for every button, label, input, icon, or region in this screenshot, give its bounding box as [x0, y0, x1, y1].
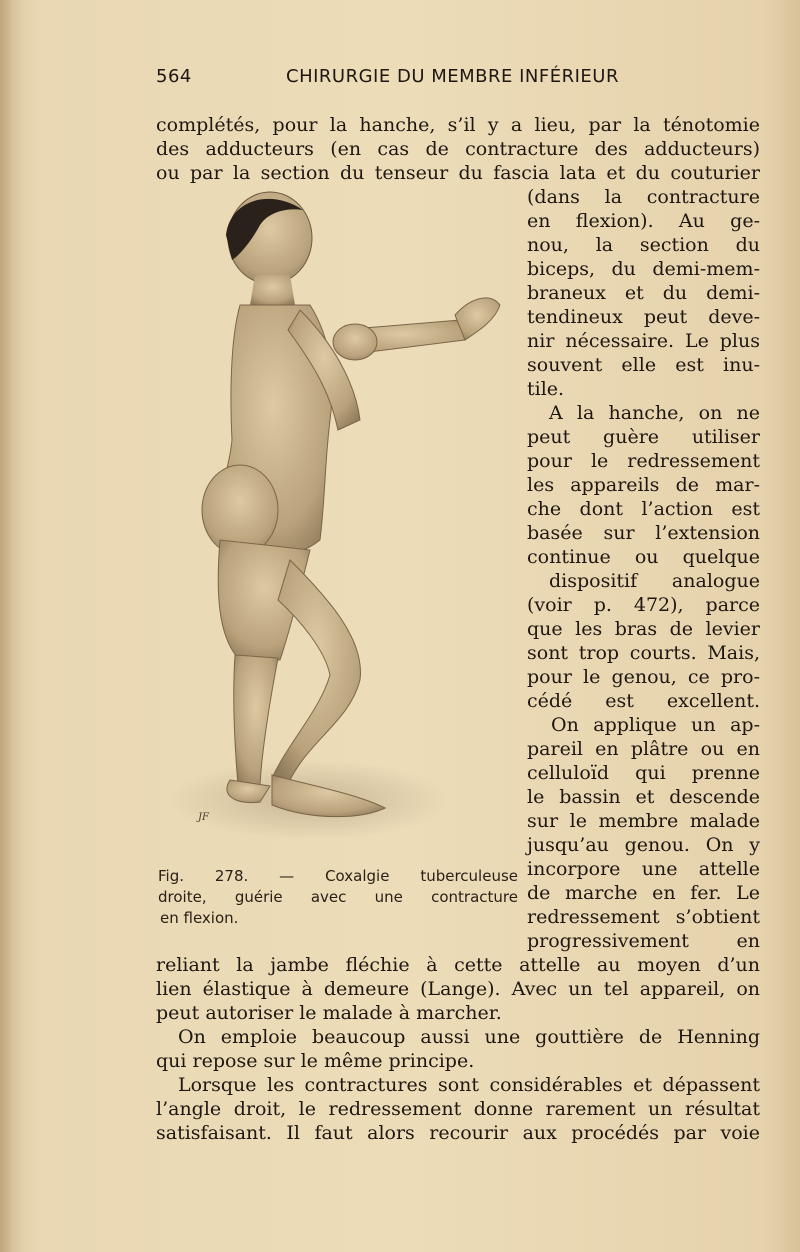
- text-line: pareil en plâtre ou en: [527, 738, 760, 760]
- figure-278-photograph: [160, 180, 520, 860]
- text-line: sur le membre malade: [527, 810, 760, 832]
- text-line: souvent elle est inu-: [527, 354, 760, 376]
- text-line: celluloïd qui prenne: [527, 762, 760, 784]
- text-line: tile.: [527, 378, 565, 400]
- text-line: redressement s’obtient: [527, 906, 760, 928]
- text-line: peut autoriser le malade à marcher.: [156, 1002, 502, 1024]
- text-line: des adducteurs (en cas de contracture des adducteurs): [156, 138, 760, 160]
- text-line: basée sur l’extension: [527, 522, 760, 544]
- text-line: tendineux peut deve-: [527, 306, 760, 328]
- text-line: satisfaisant. Il faut alors recourir aux procédés par voie: [156, 1122, 760, 1144]
- text-line: que les bras de levier: [527, 618, 760, 640]
- text-line: les appareils de mar-: [527, 474, 760, 496]
- text-line: progressivement en: [527, 930, 760, 952]
- text-line: A la hanche, on ne: [549, 402, 760, 424]
- text-line: reliant la jambe fléchie à cette attelle au moyen d’un: [156, 954, 760, 976]
- text-line: nou, la section du: [527, 234, 760, 256]
- text-line: pour le genou, ce pro-: [527, 666, 760, 688]
- text-line: continue ou quelque: [527, 546, 760, 568]
- text-line: pour le redressement: [527, 450, 760, 472]
- book-spine-shadow: [0, 0, 22, 1252]
- text-line: lien élastique à demeure (Lange). Avec un tel appareil, on: [156, 978, 760, 1000]
- text-line: On emploie beaucoup aussi une gouttière de Henning: [178, 1026, 760, 1048]
- caption-line: Fig. 278. — Coxalgie tuberculeuse: [158, 867, 518, 885]
- page-number: 564: [156, 66, 192, 87]
- engraver-mark: JF: [198, 812, 209, 823]
- text-line: che dont l’action est: [527, 498, 760, 520]
- caption-line: droite, guérie avec une contracture: [158, 888, 518, 906]
- text-line: le bassin et descende: [527, 786, 760, 808]
- text-line: nir nécessaire. Le plus: [527, 330, 760, 352]
- text-line: en flexion). Au ge-: [527, 210, 760, 232]
- text-line: dispositif analogue: [549, 570, 760, 592]
- text-line: peut guère utiliser: [527, 426, 760, 448]
- text-line: complétés, pour la hanche, s’il y a lieu, par la ténotomie: [156, 114, 760, 136]
- page-header: [156, 66, 762, 92]
- text-line: Lorsque les contractures sont considérables et dépassent: [178, 1074, 760, 1096]
- text-line: incorpore une attelle: [527, 858, 760, 880]
- text-line: (dans la contracture: [527, 186, 760, 208]
- text-line: On applique un ap-: [551, 714, 760, 736]
- caption-line: en flexion.: [160, 909, 239, 927]
- text-line: sont trop courts. Mais,: [527, 642, 760, 664]
- running-title: CHIRURGIE DU MEMBRE INFÉRIEUR: [286, 66, 619, 87]
- text-line: (voir p. 472), parce: [527, 594, 760, 616]
- figure-caption: [158, 866, 518, 929]
- text-line: qui repose sur le même principe.: [156, 1050, 475, 1072]
- text-line: ou par la section du tenseur du fascia lata et du couturier: [156, 162, 760, 184]
- text-line: braneux et du demi-: [527, 282, 760, 304]
- text-line: biceps, du demi-mem-: [527, 258, 760, 280]
- text-line: jusqu’au genou. On y: [527, 834, 760, 856]
- text-line: l’angle droit, le redressement donne rarement un résultat: [156, 1098, 760, 1120]
- text-line: de marche en fer. Le: [527, 882, 760, 904]
- text-line: cédé est excellent.: [527, 690, 760, 712]
